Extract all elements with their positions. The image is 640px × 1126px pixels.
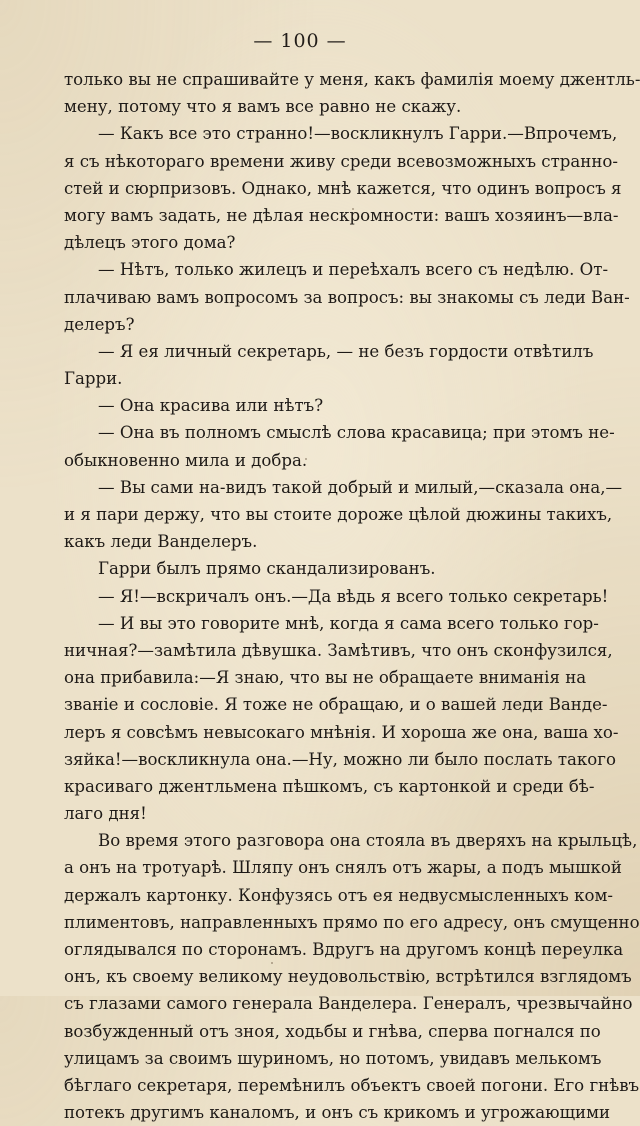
- text-line: онъ, къ своему великому неудовольствію, встрѣтился взглядомъ: [64, 967, 632, 987]
- text-line: улицамъ за своимъ шуриномъ, но потомъ, увидавъ мелькомъ: [64, 1048, 602, 1068]
- text-line: ничная?—замѣтила дѣвушка. Замѣтивъ, что онъ сконфузился,: [64, 640, 613, 660]
- text-line: — Какъ все это странно!—воскликнулъ Гарри.—Впрочемъ,: [98, 124, 618, 144]
- text-line: стей и сюрпризовъ. Однако, мнѣ кажется, что одинъ вопросъ я: [64, 178, 622, 198]
- text-line: леръ я совсѣмъ невысокаго мнѣнія. И хороша же она, ваша хо-: [64, 722, 619, 742]
- text-line: потекъ другимъ каналомъ, и онъ съ крикомъ и угрожающими: [64, 1103, 611, 1123]
- text-line: красиваго джентльмена пѣшкомъ, съ картонкой и среди бѣ-: [64, 776, 595, 796]
- text-line: — Она въ полномъ смыслѣ слова красавица; при этомъ не-: [98, 423, 615, 443]
- text-line: какъ леди Ванделеръ.: [64, 532, 258, 552]
- text-line: — Я ея личный секретарь, — не безъ гордости отвѣтилъ: [98, 341, 594, 361]
- text-line: и я пари держу, что вы стоите дороже цѣлой дюжины такихъ,: [64, 505, 613, 524]
- paper-speck: [352, 208, 354, 210]
- text-line: съ глазами самого генерала Ванделера. Генералъ, чрезвычайно: [64, 994, 633, 1014]
- text-line: Гарри былъ прямо скандализированъ.: [98, 559, 436, 579]
- text-line: — И вы это говорите мнѣ, когда я сама всего только гор-: [98, 613, 599, 633]
- page-text: [64, 66, 640, 1126]
- text-line: а онъ на тротуарѣ. Шляпу онъ снялъ отъ жары, а подъ мышкой: [64, 858, 622, 878]
- text-line: званіе и сословіе. Я тоже не обращаю, и о вашей леди Ванде-: [64, 695, 608, 715]
- paper-speck: [271, 962, 273, 964]
- text-line: лаго дня!: [64, 804, 147, 824]
- text-line: оглядывался по сторонамъ. Вдругъ на другомъ концѣ переулка: [64, 940, 624, 959]
- text-line: только вы не спрашивайте у меня, какъ фамилія моему джентль-: [64, 70, 640, 89]
- text-line: я съ нѣкотораго времени живу среди всевозможныхъ странно-: [64, 151, 619, 171]
- text-line: Во время этого разговора она стояла въ дверяхъ на крыльцѣ,: [98, 831, 638, 851]
- text-line: — Вы сами на-видъ такой добрый и милый,—сказала она,—: [98, 477, 623, 497]
- text-line: — Она красива или нѣтъ?: [98, 396, 324, 416]
- text-line: возбужденный отъ зноя, ходьбы и гнѣва, сперва погнался по: [64, 1021, 601, 1041]
- text-line: плачиваю вамъ вопросомъ за вопросъ: вы знакомы съ леди Ван-: [64, 287, 630, 307]
- text-line: плиментовъ, направленныхъ прямо по его адресу, онъ смущенно: [64, 912, 640, 932]
- text-line: дѣлецъ этого дома?: [64, 233, 236, 253]
- text-line: делеръ?: [64, 314, 135, 334]
- text-line: она прибавила:—Я знаю, что вы не обращаете вниманія на: [64, 668, 587, 688]
- text-line: — Я!—вскричалъ онъ.—Да вѣдь я всего только секретарь!: [98, 586, 609, 606]
- text-line: бѣглаго секретаря, перемѣнилъ объектъ своей погони. Его гнѣвъ: [64, 1075, 640, 1095]
- text-line: могу вамъ задать, не дѣлая нескромности: вашъ хозяинъ—вла-: [64, 205, 619, 225]
- paper-speck: [305, 458, 307, 460]
- paper-speck: [571, 788, 573, 790]
- text-line: мену, потому что я вамъ все равно не скажу.: [64, 97, 462, 117]
- text-line: — Нѣтъ, только жилецъ и переѣхалъ всего съ недѣлю. От-: [98, 260, 609, 280]
- page-number: — 100 —: [253, 30, 347, 52]
- text-line: обыкновенно мила и добра.: [64, 450, 308, 470]
- text-line: держалъ картонку. Конфузясь отъ ея недвусмысленныхъ ком-: [64, 885, 613, 905]
- text-line: Гарри.: [64, 369, 123, 389]
- text-line: зяйка!—воскликнула она.—Ну, можно ли было послать такого: [64, 749, 616, 769]
